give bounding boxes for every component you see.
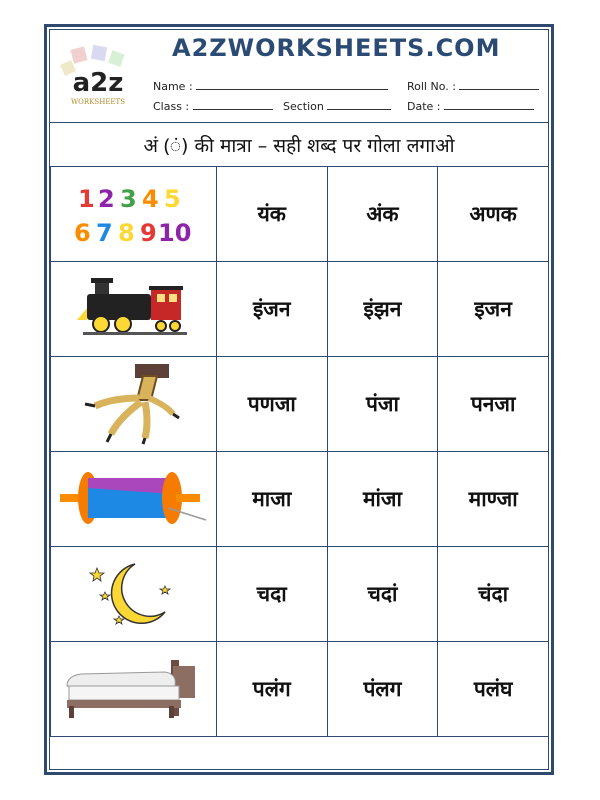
class-field[interactable] — [153, 100, 273, 113]
roll-label: Roll No. : — [407, 80, 456, 93]
svg-text:9: 9 — [140, 219, 158, 247]
instruction-bar — [50, 122, 548, 167]
roll-field[interactable] — [407, 80, 539, 93]
option-word[interactable]: मांजा — [327, 452, 438, 547]
option-word[interactable]: पलंघ — [438, 642, 549, 737]
table-row — [51, 642, 549, 737]
option-word[interactable]: पलंग — [216, 642, 327, 737]
svg-text:6: 6 — [74, 219, 92, 247]
option-word[interactable]: इंझन — [327, 262, 438, 357]
svg-text:1: 1 — [78, 185, 96, 213]
bed-image — [51, 642, 217, 737]
option-word[interactable]: चदा — [216, 547, 327, 642]
site-title: A2ZWORKSHEETS.COM — [172, 34, 501, 62]
option-word[interactable]: चदां — [327, 547, 438, 642]
date-label: Date : — [407, 100, 441, 113]
option-word[interactable]: माण्जा — [438, 452, 549, 547]
option-word[interactable]: यंक — [216, 167, 327, 262]
section-line[interactable] — [327, 100, 391, 110]
option-word[interactable]: अणक — [438, 167, 549, 262]
option-word[interactable]: पणजा — [216, 357, 327, 452]
class-label: Class : — [153, 100, 190, 113]
date-line[interactable] — [444, 100, 534, 110]
option-word[interactable]: माजा — [216, 452, 327, 547]
option-word[interactable]: अंक — [327, 167, 438, 262]
class-line[interactable] — [193, 100, 273, 110]
claw-image — [51, 357, 217, 452]
word-choice-table — [50, 166, 549, 737]
a2z-logo — [58, 44, 138, 116]
table-row — [51, 547, 549, 642]
logo-text: a2z — [72, 68, 124, 98]
option-word[interactable]: पनजा — [438, 357, 549, 452]
kite-spool-image — [51, 452, 217, 547]
worksheet-header — [50, 30, 548, 122]
section-label: Section — [283, 100, 324, 113]
instruction-title: अं (ं) की मात्रा – सही शब्द पर गोला लगाओ — [143, 134, 455, 157]
option-word[interactable]: पंजा — [327, 357, 438, 452]
svg-text:7: 7 — [96, 219, 114, 247]
svg-text:2: 2 — [98, 185, 116, 213]
option-word[interactable]: इंजन — [216, 262, 327, 357]
option-word[interactable]: इजन — [438, 262, 549, 357]
name-line[interactable] — [196, 80, 388, 90]
bottom-strip — [50, 741, 549, 769]
svg-text:8: 8 — [118, 219, 136, 247]
svg-text:10: 10 — [158, 219, 192, 247]
table-row — [51, 452, 549, 547]
section-field[interactable] — [283, 100, 391, 113]
table-row — [51, 357, 549, 452]
svg-text:3: 3 — [120, 185, 138, 213]
roll-line[interactable] — [459, 80, 539, 90]
svg-text:5: 5 — [164, 185, 182, 213]
train-engine-image — [51, 262, 217, 357]
option-word[interactable]: पंलग — [327, 642, 438, 737]
date-field[interactable] — [407, 100, 534, 113]
logo-subtext: WORKSHEETS — [70, 98, 126, 106]
name-label: Name : — [153, 80, 193, 93]
table-row — [51, 167, 549, 262]
option-word[interactable]: चंदा — [438, 547, 549, 642]
name-field[interactable] — [153, 80, 388, 93]
table-row — [51, 262, 549, 357]
moon-stars-image — [51, 547, 217, 642]
numbers-image — [51, 167, 217, 262]
svg-text:4: 4 — [142, 185, 160, 213]
